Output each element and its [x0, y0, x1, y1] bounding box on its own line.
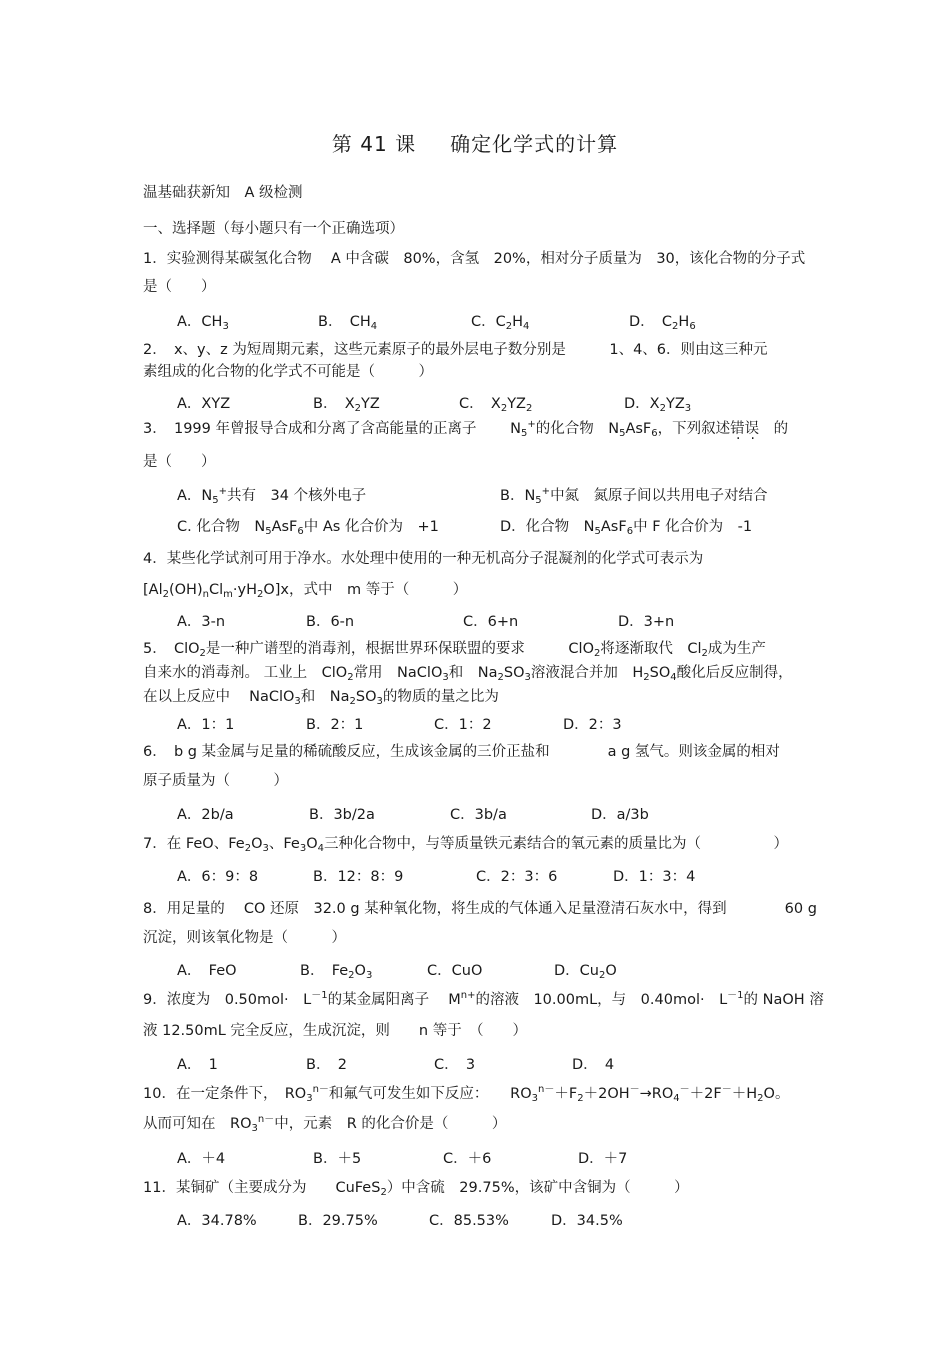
question-5-stem-cont2: 在以上反应中 NaClO$_3$和 $Na_2SO_3$的物质的量之比为	[143, 689, 499, 707]
question-1-stem: 1．实验测得某碳氢化合物 A 中含碳 80%，含氢 20%，相对分子质量为 30，该化合物的分子式	[143, 251, 806, 267]
question-6-stem: 6． b g 某金属与足量的稀硫酸反应，生成该金属的三价正盐和 a g 氢气。则该金属的相对	[143, 744, 780, 760]
option-c: C. 化合物 $N_5AsF_6$中 As 化合价为 +1	[177, 519, 439, 537]
question-8-stem: 8．用足量的 CO 还原 32.0 g 某种氧化物，将生成的气体通入足量澄清石灰水中，得到 60 g	[143, 901, 817, 917]
lesson-title: 确定化学式的计算	[450, 132, 619, 156]
question-5-stem: 5． ClO$_2$是一种广谱型的消毒剂，根据世界环保联盟的要求 ClO$_2$将逐渐取代 $Cl_2$成为生产	[143, 641, 766, 659]
question-9-stem: 9．浓度为 0.50mol· $L^{-1}$的某金属阳离子 $M^{n+}$的溶液 10.00mL，与 0.40mol· $L^{-1}$的 NaOH 溶	[143, 990, 824, 1008]
option-c: C． $X_2YZ_2$	[459, 396, 533, 414]
option-c: C．CuO	[427, 963, 483, 979]
question-10-stem: 10．在一定条件下， $RO_3^{n-}$和氟气可发生如下反应： $RO_3^{n-}+F_2+2OH^-\to RO_4^-+2F^-+H_2O$。	[143, 1084, 790, 1104]
option-a: A．2b/a	[177, 807, 234, 823]
question-5-stem-cont: 自来水的消毒剂。 工业上 ClO$_2$常用 NaClO$_3$和 $Na_2SO_3$溶液混合并加 $H_2SO_4$酸化后反应制得，	[143, 665, 793, 683]
option-d: D． $C_2H_6$	[629, 314, 696, 332]
part-one-heading: 一、选择题（每小题只有一个正确选项）	[143, 221, 404, 237]
option-a: A． 1	[177, 1057, 218, 1073]
option-b: B．2：1	[306, 717, 364, 733]
option-b: B．3b/2a	[309, 807, 375, 823]
option-b: B． $CH_4$	[318, 314, 378, 332]
question-9-stem-cont: 液 12.50mL 完全反应，生成沉淀，则 n 等于 （ ）	[143, 1023, 527, 1039]
option-a: A．XYZ	[177, 396, 231, 412]
option-a: A．6：9：8	[177, 869, 259, 885]
lesson-number: 第 41 课	[331, 132, 417, 156]
option-b: B． 2	[306, 1057, 347, 1073]
option-b: B．6-n	[306, 614, 355, 630]
section-header: 温基础获新知 A 级检测	[143, 185, 303, 201]
question-4-formula: $[Al_2(OH)_nCl_m\cdot yH_2O]x$，式中 m 等于（ ）	[143, 582, 468, 600]
option-c: C．6+n	[463, 614, 519, 630]
option-a: A．34.78%	[177, 1213, 257, 1229]
page-title	[0, 128, 950, 157]
option-c: C．2：3：6	[476, 869, 558, 885]
option-d: D．1：3：4	[613, 869, 696, 885]
option-b: B． $X_2YZ$	[313, 396, 380, 414]
emphasis-char: 误	[744, 421, 760, 437]
option-c: C． 3	[434, 1057, 476, 1073]
option-c: C．＋6	[443, 1151, 492, 1167]
question-2-stem: 2． x、y、z 为短周期元素，这些元素原子的最外层电子数分别是 1、4、6．则由这三种元	[143, 342, 768, 358]
question-4-stem: 4．某些化学试剂可用于净水。水处理中使用的一种无机高分子混凝剂的化学式可表示为	[143, 551, 704, 567]
option-b: B．12：8：9	[313, 869, 404, 885]
option-b: B．$N_5^+$中氮 氮原子间以共用电子对结合	[500, 486, 768, 506]
option-d: D．$X_2YZ_3$	[624, 396, 692, 414]
option-a: A．3-n	[177, 614, 226, 630]
option-d: D．3+n	[618, 614, 675, 630]
question-3-stem-cont: 是（ ）	[143, 454, 216, 470]
option-a: A．＋4	[177, 1151, 226, 1167]
option-d: D．＋7	[578, 1151, 628, 1167]
option-b: B．＋5	[313, 1151, 362, 1167]
option-c: C．85.53%	[429, 1213, 509, 1229]
option-b: B．29.75%	[298, 1213, 378, 1229]
option-d: D．34.5%	[551, 1213, 623, 1229]
option-d: D．a/3b	[591, 807, 649, 823]
option-a: A．$N_5^+$共有 34 个核外电子	[177, 486, 367, 506]
question-11-stem: 11．某铜矿（主要成分为 CuFeS$_2$）中含硫 29.75%，该矿中含铜为（ ）	[143, 1180, 689, 1198]
option-a: A．1：1	[177, 717, 235, 733]
question-3-stem: 3． 1999 年曾报导合成和分离了含高能量的正离子 $N_5^+$的化合物 $N_5AsF_6$，下列叙述错误 的	[143, 419, 789, 439]
question-1-stem-cont: 是（ ）	[143, 279, 216, 295]
question-10-stem-cont: 从而可知在 $RO_3^{n-}$中，元素 R 的化合价是（ ）	[143, 1114, 507, 1134]
option-b: B． $Fe_2O_3$	[300, 963, 373, 981]
question-2-stem-cont: 素组成的化合物的化学式不可能是（ ）	[143, 364, 433, 380]
option-d: D．$Cu_2O$	[554, 963, 617, 981]
option-a: A．$CH_3$	[177, 314, 229, 332]
emphasis-char: 错	[730, 421, 745, 437]
option-d: D．化合物 $N_5AsF_6$中 F 化合价为 -1	[500, 519, 753, 537]
option-c: C．3b/a	[450, 807, 507, 823]
option-a: A． FeO	[177, 963, 237, 979]
option-c: C．$C_2H_4$	[471, 314, 530, 332]
question-6-stem-cont: 原子质量为（ ）	[143, 773, 288, 789]
option-c: C．1：2	[434, 717, 492, 733]
question-8-stem-cont: 沉淀，则该氧化物是（ ）	[143, 930, 346, 946]
question-7-stem: 7．在 FeO、$Fe_2O_3$、$Fe_3O_4$三种化合物中，与等质量铁元素结合的氧元素的质量比为（ ）	[143, 836, 788, 854]
option-d: D． 4	[572, 1057, 615, 1073]
option-d: D．2：3	[563, 717, 622, 733]
